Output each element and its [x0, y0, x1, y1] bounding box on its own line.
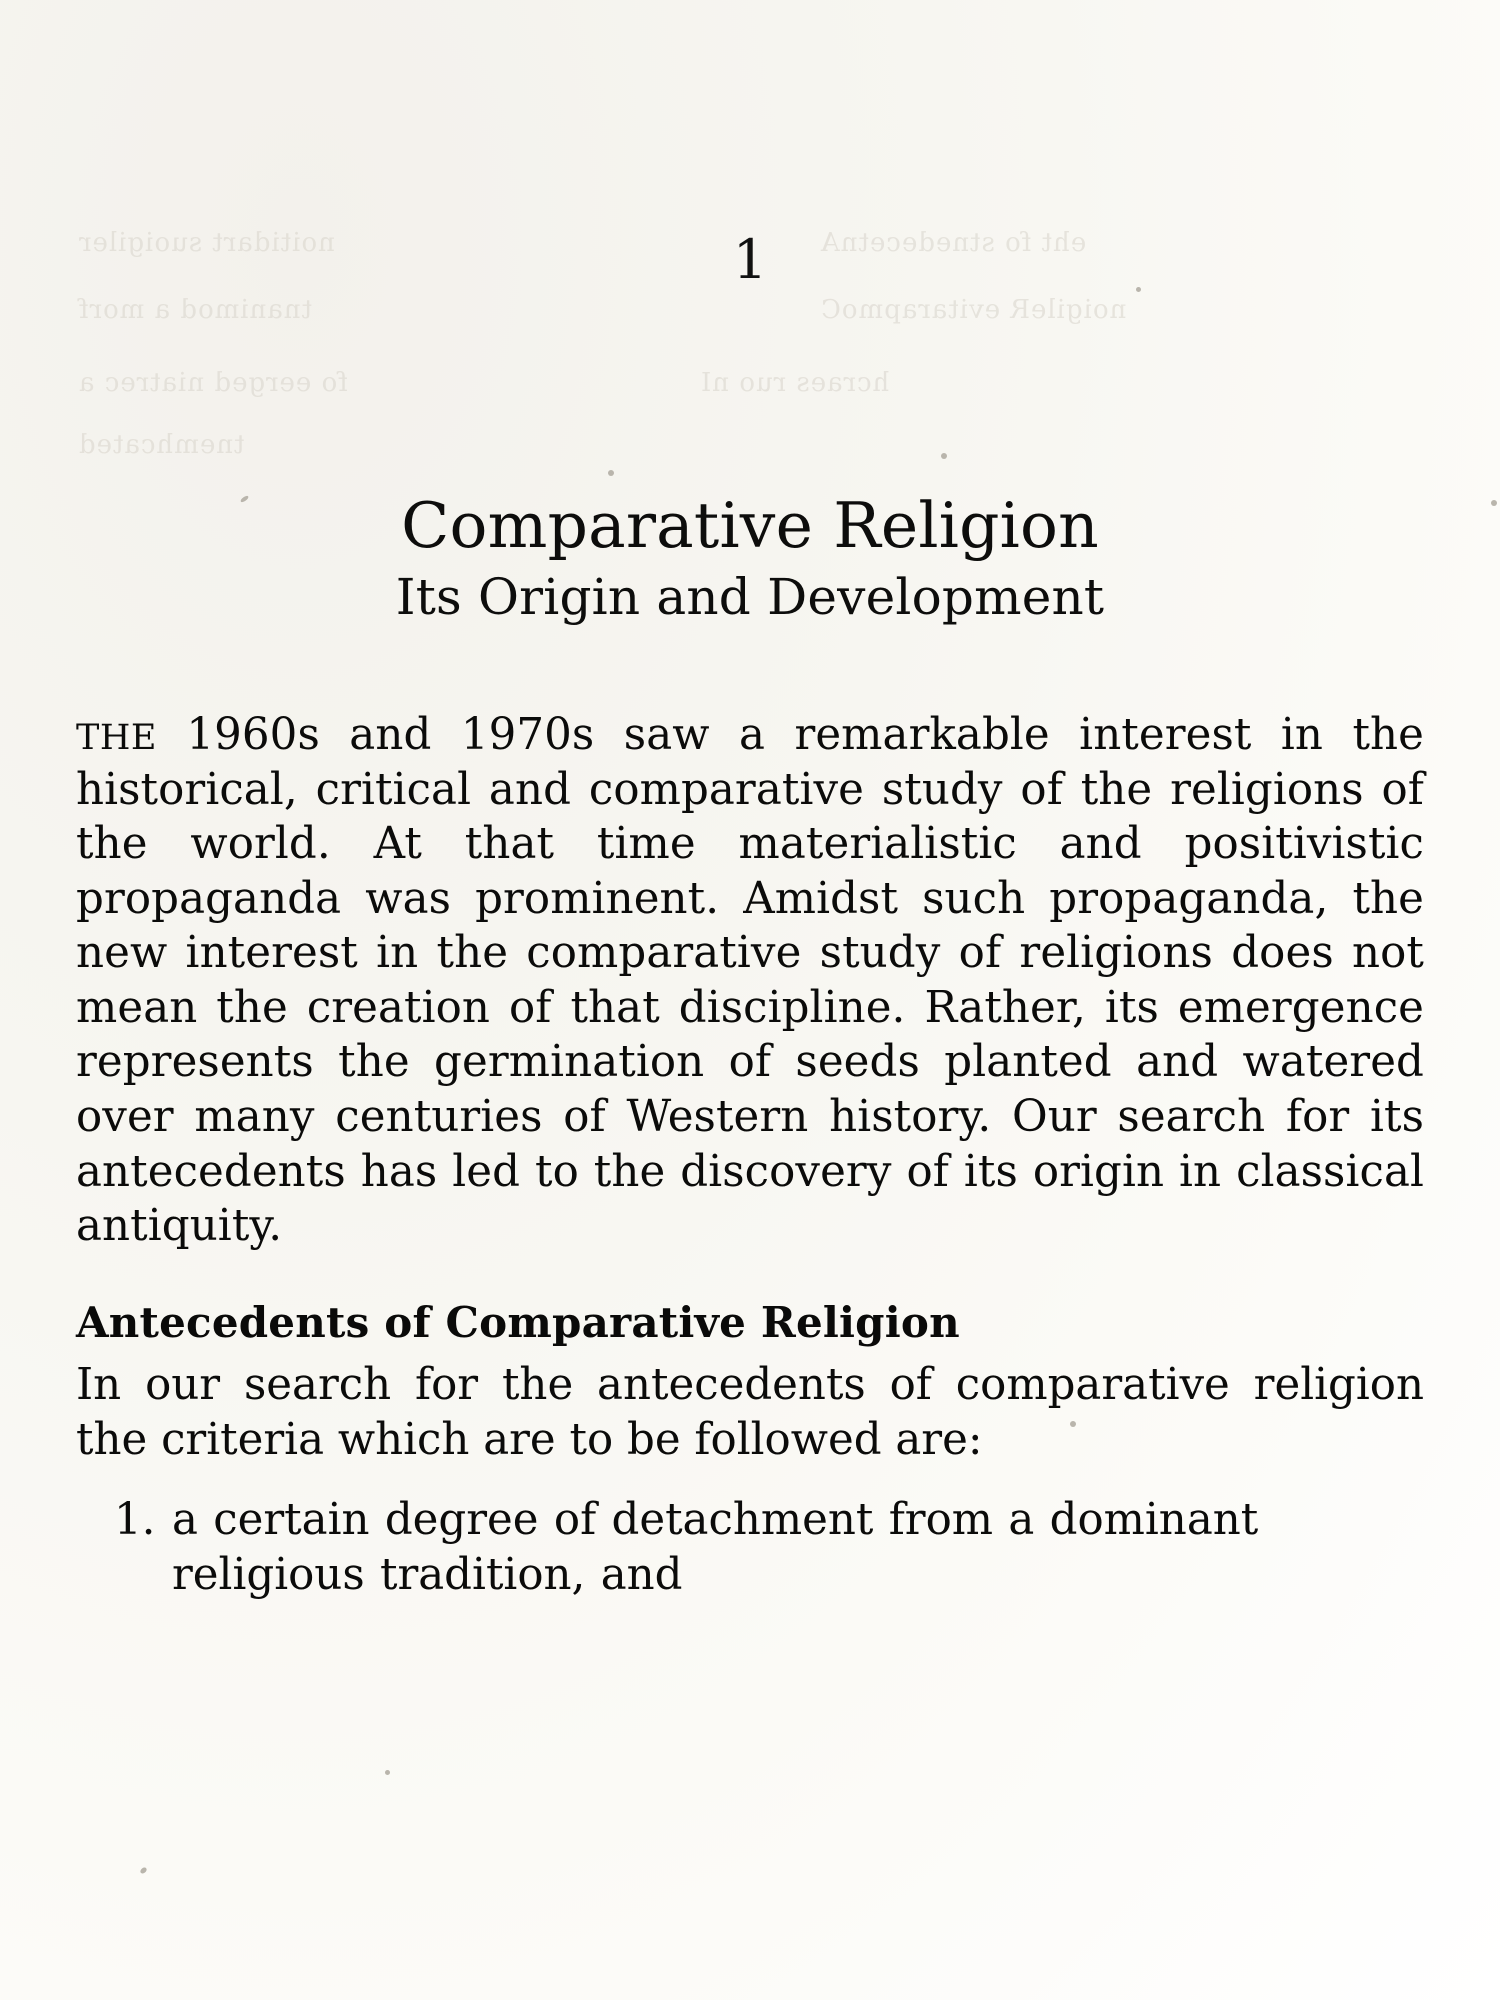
bleedthrough-text: noitidart suoigiler [78, 228, 335, 258]
page-title: Comparative Religion [401, 489, 1099, 562]
list-item-label: a certain degree of detachment from a dominant religious tradition, and [172, 1495, 1259, 1601]
body-text [76, 708, 1424, 1603]
chapter-number: 1 [732, 228, 768, 291]
section-heading: Antecedents of Comparative Religion [76, 1297, 960, 1347]
page-subtitle: Its Origin and Development [395, 568, 1105, 627]
scan-speck [385, 1770, 390, 1775]
paragraph-opening-text: 1960s and 1970s saw a remarkable interest in the historical, critical and comparative study of the religions of the world. At that time materialistic and positivistic propaganda was prominent. Amidst such propaganda, the new interest in the comparative study of religions does not mean the creation of that discipline. Rather, its emergence represents the germination of seeds planted and watered over many centuries of Western history. Our search for its antecedents has led to the discovery of its origin in classical antiquity. [76, 710, 1424, 1252]
scan-speck [608, 470, 614, 476]
scan-speck [139, 1866, 148, 1874]
bleedthrough-text: eht fo stnedecetnA [820, 228, 1087, 258]
list-item-number: 1. [114, 1495, 156, 1546]
bleedthrough-text: noigileR evitarapmoC [820, 295, 1127, 325]
bleedthrough-text: tnemhcated [78, 430, 245, 460]
scan-speck [941, 453, 947, 459]
list-item [114, 1493, 1424, 1603]
bleedthrough-text: hcraes ruo nI [700, 368, 890, 398]
bleedthrough-text: fo eerged niatrec a [78, 368, 348, 398]
title-block [0, 489, 1500, 627]
paragraph-criteria-intro: In our search for the antecedents of comparative religion the criteria which are to be followed are: [76, 1360, 1424, 1465]
criteria-list [76, 1493, 1424, 1603]
paragraph-opening [76, 708, 1424, 1254]
bleedthrough-text: tnanimod a morf [78, 295, 313, 325]
opening-smallcaps: THE [76, 718, 157, 758]
